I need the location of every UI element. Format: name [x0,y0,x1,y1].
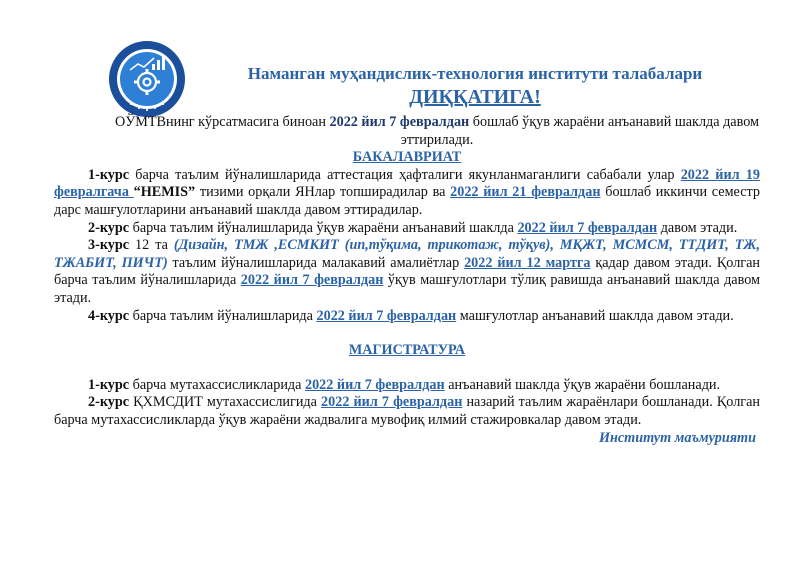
document-title: Наманган муҳандислик-технология институти талабалари [247,64,703,83]
intro-date: 2022 йил 7 февралдан [329,114,470,130]
date-link: 2022 йил 7 февралдан [316,307,457,324]
date-link: 2022 йил 7 февралдан [321,394,463,411]
date-link: 2022 йил 7 февралдан [240,272,384,289]
intro-paragraph: ОЎМТВнинг кўрсатмасига биноан 2022 йил 7 февралдан бошлаб ўқув жараёни анъанавий шаклда давом эттирилади. [114,114,760,148]
bachelor-course-3: 3-курс 12 та (Дизайн, ТМЖ ,ЕСМКИТ (ип,тўқима, трикотаж, тўқув), МҚЖТ, МСМСМ, ТТДИТ, ТЖ, ТЖАБИТ, ПИЧТ) таълим йўналишларида малакавий амалиётлар 2022 йил 12 мартга қадар давом этади. Қолган барча таълим йўналишларида 2022 йил 7 февралдан ўқув машғулотлари тўлиқ равишда анъанавий шаклда давом этади. [54,237,761,306]
document-body [54,114,760,447]
date-link: 2022 йил 7 февралдан [304,376,445,393]
programs-list: (Дизайн, ТМЖ ,ЕСМКИТ (ип,тўқима, трикотаж, тўқув), МҚЖТ, МСМСМ, ТТДИТ, ТЖ, ТЖАБИТ, ПИЧТ) [54,237,761,271]
date-link: 2022 йил 12 мартга [464,254,591,271]
master-course-2: 2-курс ҚХМСДИТ мутахассислигида 2022 йил 7 февралдан назарий таълим жараёнлари бошланади. Қолган барча мутахассисликларда ўқув жараёни жадвалига мувофиқ илмий стажировкалар давом этади. [54,394,760,428]
date-link: 2022 йил 7 февралдан [517,219,658,236]
date-link: 2022 йил 21 февралдан [450,184,601,201]
signature: Институт маъмурияти [598,429,756,446]
spacer [54,325,760,342]
bachelor-course-1: 1-курс барча таълим йўналишларида аттестация ҳафталиги якунланмаганлиги сабабали улар 2022 йил 19 февралгача “HEMIS” тизими орқали ЯНлар топширадилар ва 2022 йил 21 февралдан бошлаб иккинчи семестр дарс машғулотларини анъанавий шаклда давом эттирадилар. [54,166,760,218]
bachelor-heading: БАКАЛАВРИАТ [352,149,462,166]
date-link: 2022 йил 19 февралгача [54,166,760,201]
spacer [54,360,760,377]
master-course-1: 1-курс барча мутахассисликларида 2022 йил 7 февралдан анъанавий шаклда ўқув жараёни бошланади. [88,376,721,393]
master-heading: МАГИСТРАТУРА [348,342,466,359]
bachelor-course-4: 4-курс барча таълим йўналишларида 2022 йил 7 февралдан машғулотлар анъанавий шаклда давом этади. [88,307,734,324]
bachelor-course-2: 2-курс барча таълим йўналишларида ўқув жараёни анъанавий шаклда 2022 йил 7 февралдан давом этади. [88,219,738,236]
document-subtitle: ДИҚҚАТИГА! [409,86,541,108]
institute-emblem-icon [108,40,186,118]
